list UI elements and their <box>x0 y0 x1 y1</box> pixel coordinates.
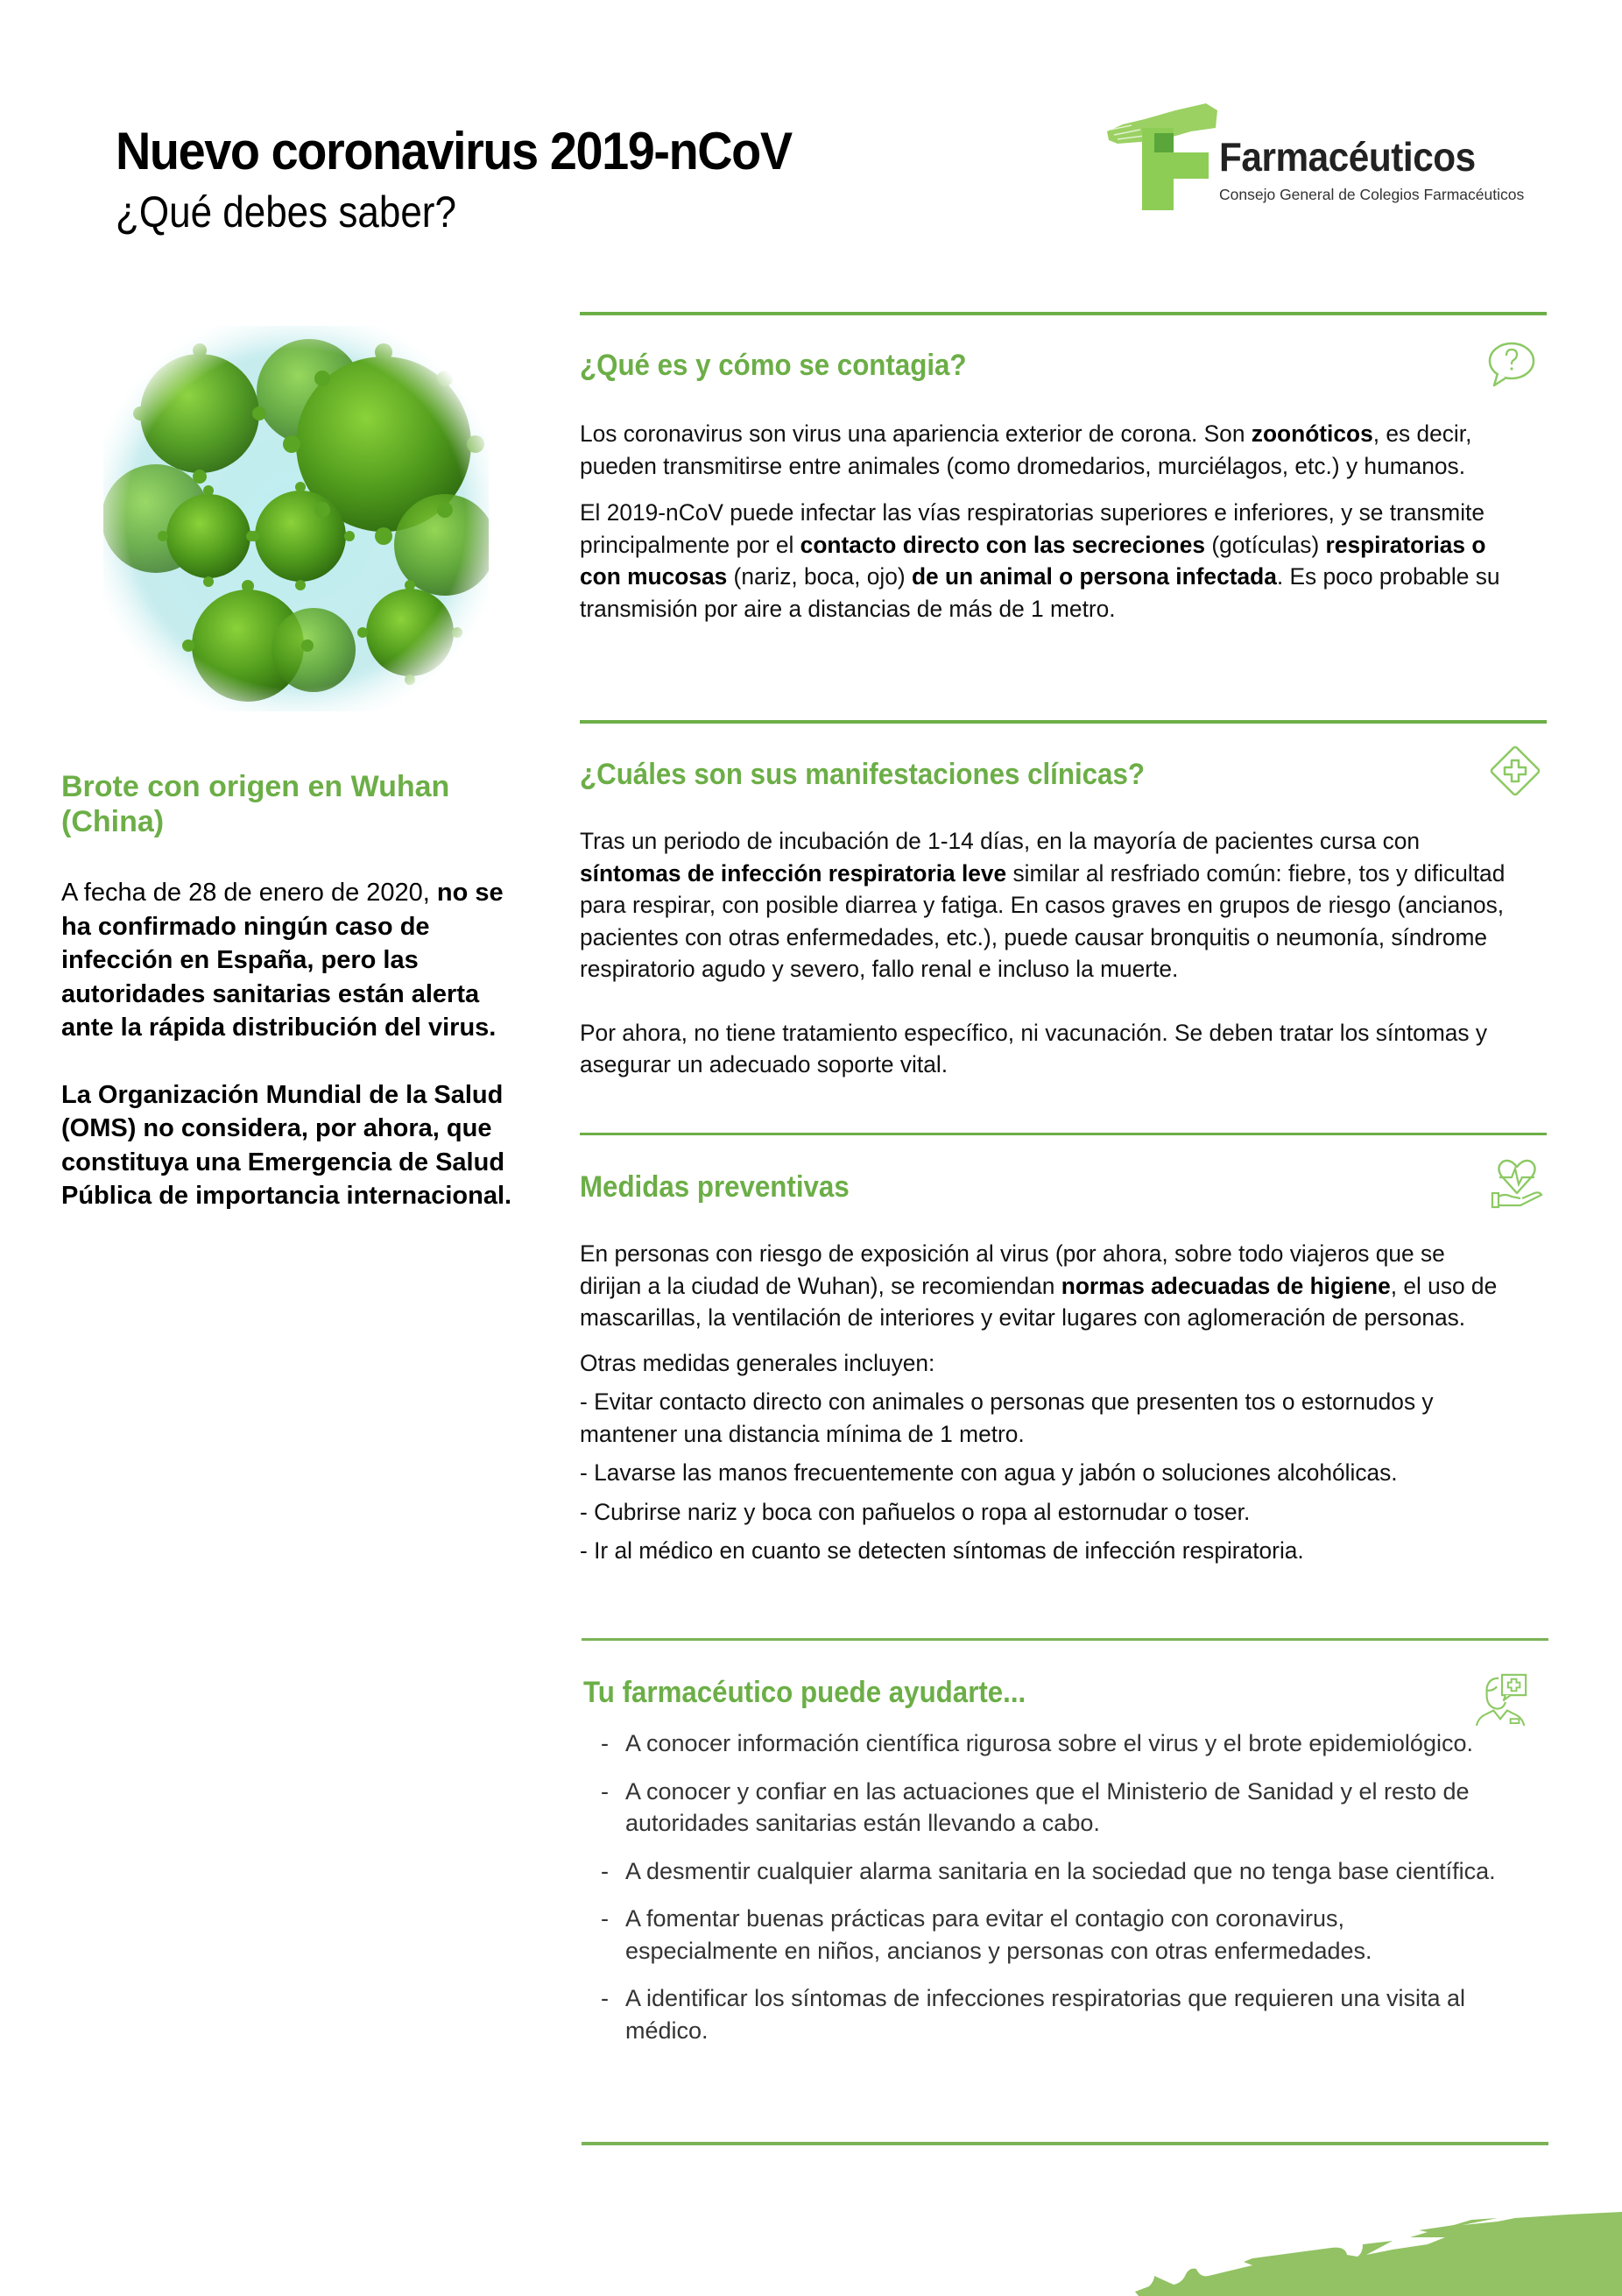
list-bullet: - <box>601 1985 609 2011</box>
text: , el uso de mascarillas, la ventilación de interiores y evitar lugares con aglomeración de personas. <box>580 1272 1498 1331</box>
section-divider <box>580 312 1547 315</box>
section-what-is <box>580 348 1543 625</box>
help-list <box>583 1727 1547 2046</box>
sidebar-paragraph-oms <box>61 1078 534 1213</box>
list-bullet: - <box>601 1777 609 1805</box>
section-paragraph <box>580 825 1506 986</box>
green-cross-brush-icon <box>1105 98 1219 212</box>
bold-text: normas adecuadas de higiene <box>1061 1272 1391 1299</box>
section-paragraph <box>580 497 1506 625</box>
heart-in-hand-icon <box>1489 1155 1545 1211</box>
logo <box>1105 98 1543 212</box>
section-prevention <box>580 1169 1543 1567</box>
list-item-text: A identificar los síntomas de infecciones respiratorias que requieren una visita al médico. <box>625 1985 1466 2044</box>
list-item-text: A desmentir cualquier alarma sanitaria en la sociedad que no tenga base científica. <box>625 1857 1496 1884</box>
logo-tagline: Consejo General de Colegios Farmacéuticos <box>1219 186 1525 203</box>
section-pharmacist-help <box>583 1675 1547 2062</box>
prevention-item: - Evitar contacto directo con animales o personas que presenten tos o estornudos y mantener una distancia mínima de 1 metro. <box>580 1388 1434 1447</box>
section-clinical <box>580 757 1543 1081</box>
bold-text: contacto directo con las secreciones <box>800 531 1206 558</box>
coronavirus-image <box>103 326 489 711</box>
text: El 2019-nCoV puede infectar las vías respiratorias superiores e inferiores, y se transmite principalmente por el <box>580 499 1485 558</box>
list-item <box>583 1776 1501 1840</box>
prevention-item: - Lavarse las manos frecuentemente con agua y jabón o soluciones alcohólicas. <box>580 1459 1398 1486</box>
list-item <box>583 1903 1501 1967</box>
list-item <box>583 1855 1501 1888</box>
bold-text: síntomas de infección respiratoria leve <box>580 859 1007 887</box>
section-title: ¿Cuáles son sus manifestaciones clínicas? <box>580 758 1145 791</box>
section-divider <box>580 720 1547 724</box>
prevention-item: - Cubrirse nariz y boca con pañuelos o ropa al estornudar o toser. <box>580 1498 1251 1525</box>
section-title: Tu farmacéutico puede ayudarte... <box>583 1676 1026 1709</box>
section-paragraph <box>580 418 1506 482</box>
list-item-text: A conocer información científica rigurosa sobre el virus y el brote epidemiológico. <box>625 1730 1473 1756</box>
section-title: ¿Qué es y cómo se contagia? <box>580 349 967 382</box>
list-item <box>583 1982 1501 2046</box>
section-title: Medidas preventivas <box>580 1170 850 1204</box>
section-divider <box>582 2142 1548 2145</box>
sidebar-paragraph-status <box>61 876 534 1045</box>
bold-text: respiratorias o con mucosas <box>580 531 1486 590</box>
decorative-brush-swoosh <box>1130 2208 1622 2296</box>
section-divider <box>582 1638 1548 1641</box>
bold-text: zoonóticos <box>1251 420 1373 447</box>
list-item <box>583 1727 1501 1760</box>
sidebar-date-text: A fecha de 28 de enero de 2020, <box>61 879 437 907</box>
text: (nariz, boca, ojo) <box>727 563 912 590</box>
list-item-text: A fomentar buenas prácticas para evitar el contagio con coronavirus, especialmente en niños, ancianos y personas con otras enfermedades. <box>625 1905 1372 1964</box>
list-bullet: - <box>601 1857 609 1884</box>
text: En personas con riesgo de exposición al virus (por ahora, sobre todo viajeros que se dirijan a la ciudad de Wuhan), se recomiendan <box>580 1240 1445 1299</box>
section-paragraph <box>580 1238 1506 1334</box>
text: Los coronavirus son virus una apariencia exterior de corona. Son <box>580 420 1252 447</box>
sidebar-heading: Brote con origen en Wuhan (China) <box>61 770 450 838</box>
medical-cross-diamond-icon <box>1487 743 1543 799</box>
text: , es decir, pueden transmitirse entre animales (como dromedarios, murciélagos, etc.) y humanos. <box>580 420 1472 479</box>
page-subtitle: ¿Qué debes saber? <box>116 187 456 237</box>
text: (gotículas) <box>1205 531 1326 558</box>
section-divider <box>580 1133 1547 1135</box>
list-bullet: - <box>601 1730 609 1756</box>
text: . Es poco probable su transmisión por aire a distancias de más de 1 metro. <box>580 563 1500 622</box>
bold-text: de un animal o persona infectada <box>911 563 1277 590</box>
list-bullet: - <box>601 1905 609 1932</box>
question-speech-bubble-icon <box>1482 336 1538 392</box>
sidebar-outbreak-info <box>61 769 534 1247</box>
logo-name: Farmacéuticos <box>1219 134 1476 180</box>
sidebar-oms-bold: La Organización Mundial de la Salud (OMS) no considera, por ahora, que constituya una Emergencia de Salud Pública de importancia internacional. <box>61 1080 512 1210</box>
page-title: Nuevo coronavirus 2019-nCoV <box>116 122 792 180</box>
list-item-text: A conocer y confiar en las actuaciones que el Ministerio de Sanidad y el resto de autoridades sanitarias están llevando a cabo. <box>625 1777 1470 1836</box>
pharmacist-consultation-icon <box>1475 1671 1529 1726</box>
text: similar al resfriado común: fiebre, tos y dificultad para respirar, con posible diarrea y fatiga. En casos graves en grupos de riesgo (ancianos, pacientes con otras enfermedades, etc.), puede causar bronquitis o neumonía, síndrome respiratorio agudo y severo, fallo renal e incluso la muerte. <box>580 859 1506 982</box>
prevention-item: - Ir al médico en cuanto se detecten síntomas de infección respiratoria. <box>580 1537 1304 1564</box>
section-intro: Otras medidas generales incluyen: <box>580 1349 935 1376</box>
sidebar-status-bold: no se ha confirmado ningún caso de infección en España, pero las autoridades sanitarias están alerta ante la rápida distribución del virus. <box>61 879 504 1042</box>
section-paragraph: Por ahora, no tiene tratamiento específico, ni vacunación. Se deben tratar los síntomas y asegurar un adecuado soporte vital. <box>580 1019 1488 1077</box>
text: Tras un periodo de incubación de 1-14 días, en la mayoría de pacientes cursa con <box>580 828 1421 854</box>
